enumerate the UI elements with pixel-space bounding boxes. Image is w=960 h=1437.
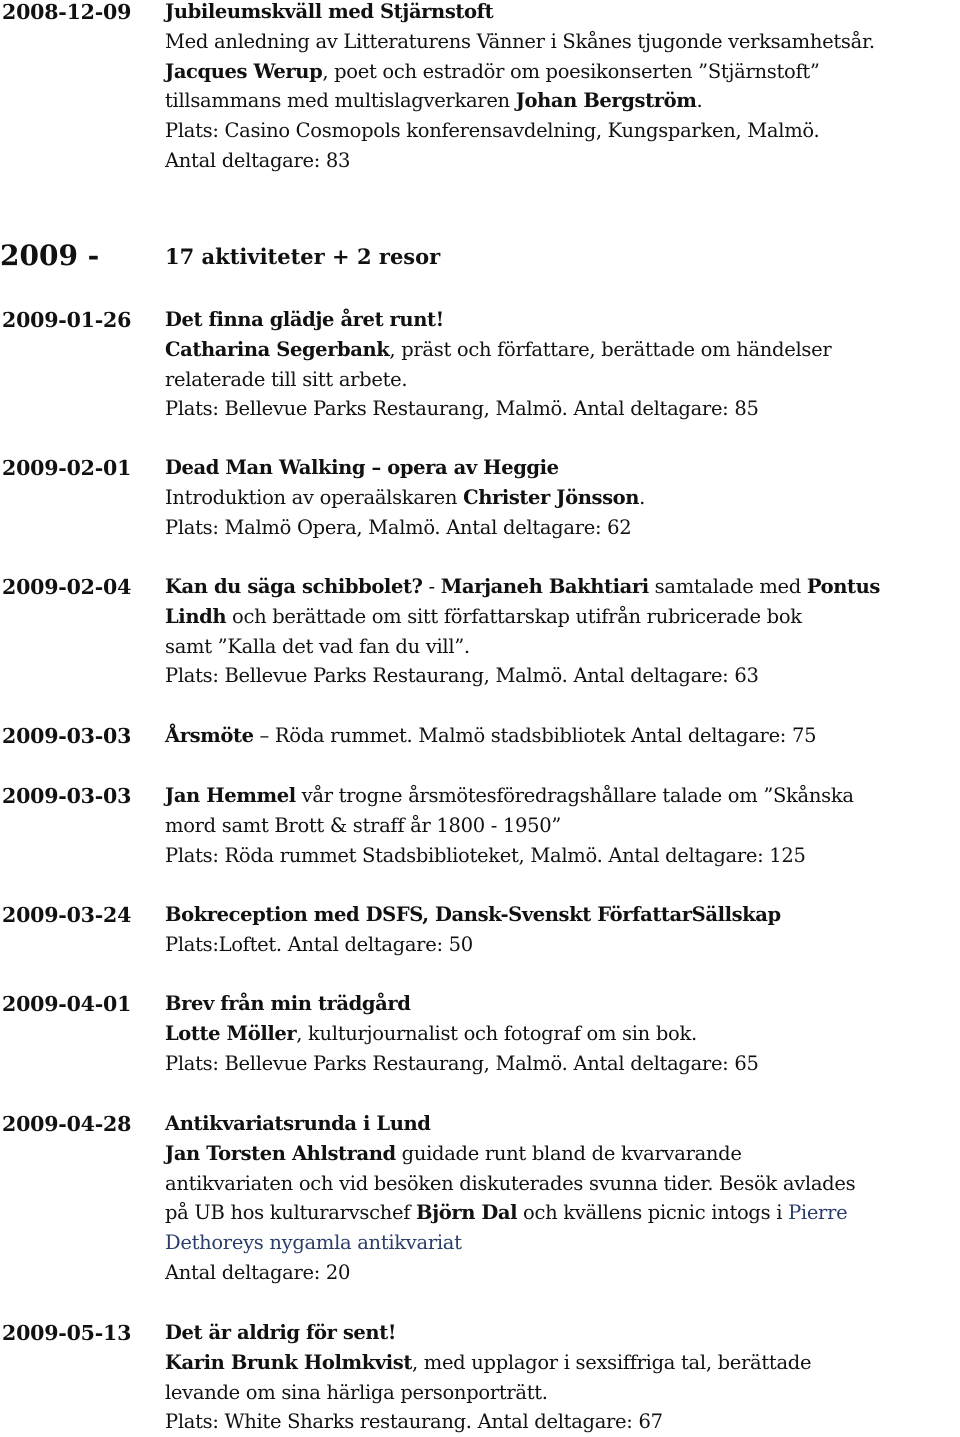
event-text: Jan Torsten Ahlstrand guidade runt bland de kvarvarande bbox=[165, 1141, 742, 1165]
event-date: 2008-12-09 bbox=[2, 0, 132, 24]
person-name: Pontus bbox=[806, 575, 880, 598]
event-content bbox=[165, 1318, 955, 1437]
person-name: Marjaneh Bakhtiari bbox=[440, 575, 649, 598]
person-name: Lindh bbox=[165, 604, 227, 628]
event-text: Introduktion av operaälskaren Christer Jönsson. bbox=[165, 485, 645, 509]
event-title: Årsmöte bbox=[165, 724, 254, 747]
event-date: 2009-02-01 bbox=[2, 456, 132, 480]
event-content bbox=[165, 989, 955, 1078]
event-text: Årsmöte – Röda rummet. Malmö stadsbibliotek Antal deltagare: 75 bbox=[165, 724, 817, 747]
event-title: Antikvariatsrunda i Lund bbox=[165, 1112, 431, 1135]
event-content bbox=[165, 781, 955, 870]
person-name: Karin Brunk Holmkvist bbox=[165, 1350, 412, 1374]
event-place: Plats: Malmö Opera, Malmö. Antal deltagare: 62 bbox=[165, 515, 632, 539]
event-title: Bokreception med DSFS, Dansk-Svenskt FörfattarSällskap bbox=[165, 903, 781, 926]
event-text: Jan Hemmel vår trogne årsmötesföredragshållare talade om ”Skånska bbox=[165, 784, 854, 807]
person-name: Johan Bergström bbox=[515, 89, 697, 113]
event-place: Plats: Bellevue Parks Restaurang, Malmö. Antal deltagare: 85 bbox=[165, 397, 759, 421]
event-text: Med anledning av Litteraturens Vänner i Skånes tjugonde verksamhetsår. bbox=[165, 29, 875, 53]
place-name: Dethoreys nygamla antikvariat bbox=[165, 1231, 462, 1255]
event-title: Det finna glädje året runt! bbox=[165, 308, 444, 331]
event-date: 2009-04-28 bbox=[2, 1112, 132, 1136]
event-date: 2009-04-01 bbox=[2, 992, 132, 1016]
event-place: Plats: White Sharks restaurang. Antal deltagare: 67 bbox=[165, 1410, 663, 1434]
event-date: 2009-03-03 bbox=[2, 784, 132, 808]
year-summary: 17 aktiviteter + 2 resor bbox=[165, 244, 441, 269]
year-heading: 2009 - bbox=[0, 239, 100, 272]
event-text: samt ”Kalla det vad fan du vill”. bbox=[165, 634, 470, 658]
person-name: Björn Dal bbox=[416, 1201, 518, 1225]
person-name: Jacques Werup bbox=[165, 59, 323, 83]
event-content bbox=[165, 0, 955, 176]
person-name: Jan Torsten Ahlstrand bbox=[165, 1141, 396, 1165]
event-date: 2009-01-26 bbox=[2, 308, 132, 332]
event-place: Plats: Röda rummet Stadsbiblioteket, Malmö. Antal deltagare: 125 bbox=[165, 843, 806, 867]
event-attendance: Antal deltagare: 20 bbox=[165, 1260, 351, 1284]
event-date: 2009-03-03 bbox=[2, 724, 132, 748]
event-text: Catharina Segerbank, präst och författare, berättade om händelser bbox=[165, 337, 832, 361]
event-attendance: Antal deltagare: 83 bbox=[165, 148, 351, 172]
event-title: Kan du säga schibbolet? bbox=[165, 575, 423, 598]
event-content bbox=[165, 572, 955, 691]
event-text: levande om sina härliga personporträtt. bbox=[165, 1380, 548, 1404]
place-name: Pierre bbox=[788, 1201, 848, 1225]
event-date: 2009-05-13 bbox=[2, 1321, 132, 1345]
event-text: mord samt Brott & straff år 1800 - 1950” bbox=[165, 813, 561, 837]
event-place: Plats:Loftet. Antal deltagare: 50 bbox=[165, 932, 473, 956]
event-text: Karin Brunk Holmkvist, med upplagor i sexsiffriga tal, berättade bbox=[165, 1350, 812, 1374]
event-text: Lotte Möller, kulturjournalist och fotograf om sin bok. bbox=[165, 1021, 697, 1045]
event-place: Plats: Casino Cosmopols konferensavdelning, Kungsparken, Malmö. bbox=[165, 119, 820, 143]
event-date: 2009-02-04 bbox=[2, 575, 132, 599]
event-content bbox=[165, 900, 955, 960]
event-text: Kan du säga schibbolet? - Marjaneh Bakhtiari samtalade med Pontus bbox=[165, 575, 880, 598]
person-name: Catharina Segerbank bbox=[165, 337, 390, 361]
person-name: Jan Hemmel bbox=[165, 784, 296, 807]
event-title: Dead Man Walking – opera av Heggie bbox=[165, 456, 559, 479]
person-name: Lotte Möller bbox=[165, 1021, 297, 1045]
event-text: tillsammans med multislagverkaren Johan Bergström. bbox=[165, 89, 703, 113]
event-text: Jacques Werup, poet och estradör om poesikonserten ”Stjärnstoft” bbox=[165, 59, 820, 83]
event-place: Plats: Bellevue Parks Restaurang, Malmö. Antal deltagare: 65 bbox=[165, 1051, 759, 1075]
event-text: Lindh och berättade om sitt författarskap utifrån rubricerade bok bbox=[165, 604, 802, 628]
event-title: Jubileumskväll med Stjärnstoft bbox=[165, 0, 494, 23]
event-title: Det är aldrig för sent! bbox=[165, 1321, 396, 1344]
event-text: på UB hos kulturarvschef Björn Dal och kvällens picnic intogs i Pierre bbox=[165, 1201, 848, 1225]
event-content bbox=[165, 305, 955, 424]
event-text: relaterade till sitt arbete. bbox=[165, 367, 408, 391]
event-text: antikvariaten och vid besöken diskuterades svunna tider. Besök avlades bbox=[165, 1171, 856, 1195]
event-title: Brev från min trädgård bbox=[165, 992, 411, 1015]
event-content bbox=[165, 721, 955, 751]
event-content bbox=[165, 453, 955, 542]
event-content bbox=[165, 1109, 955, 1288]
person-name: Christer Jönsson bbox=[463, 485, 640, 509]
event-place: Plats: Bellevue Parks Restaurang, Malmö. Antal deltagare: 63 bbox=[165, 664, 759, 688]
event-date: 2009-03-24 bbox=[2, 903, 132, 927]
